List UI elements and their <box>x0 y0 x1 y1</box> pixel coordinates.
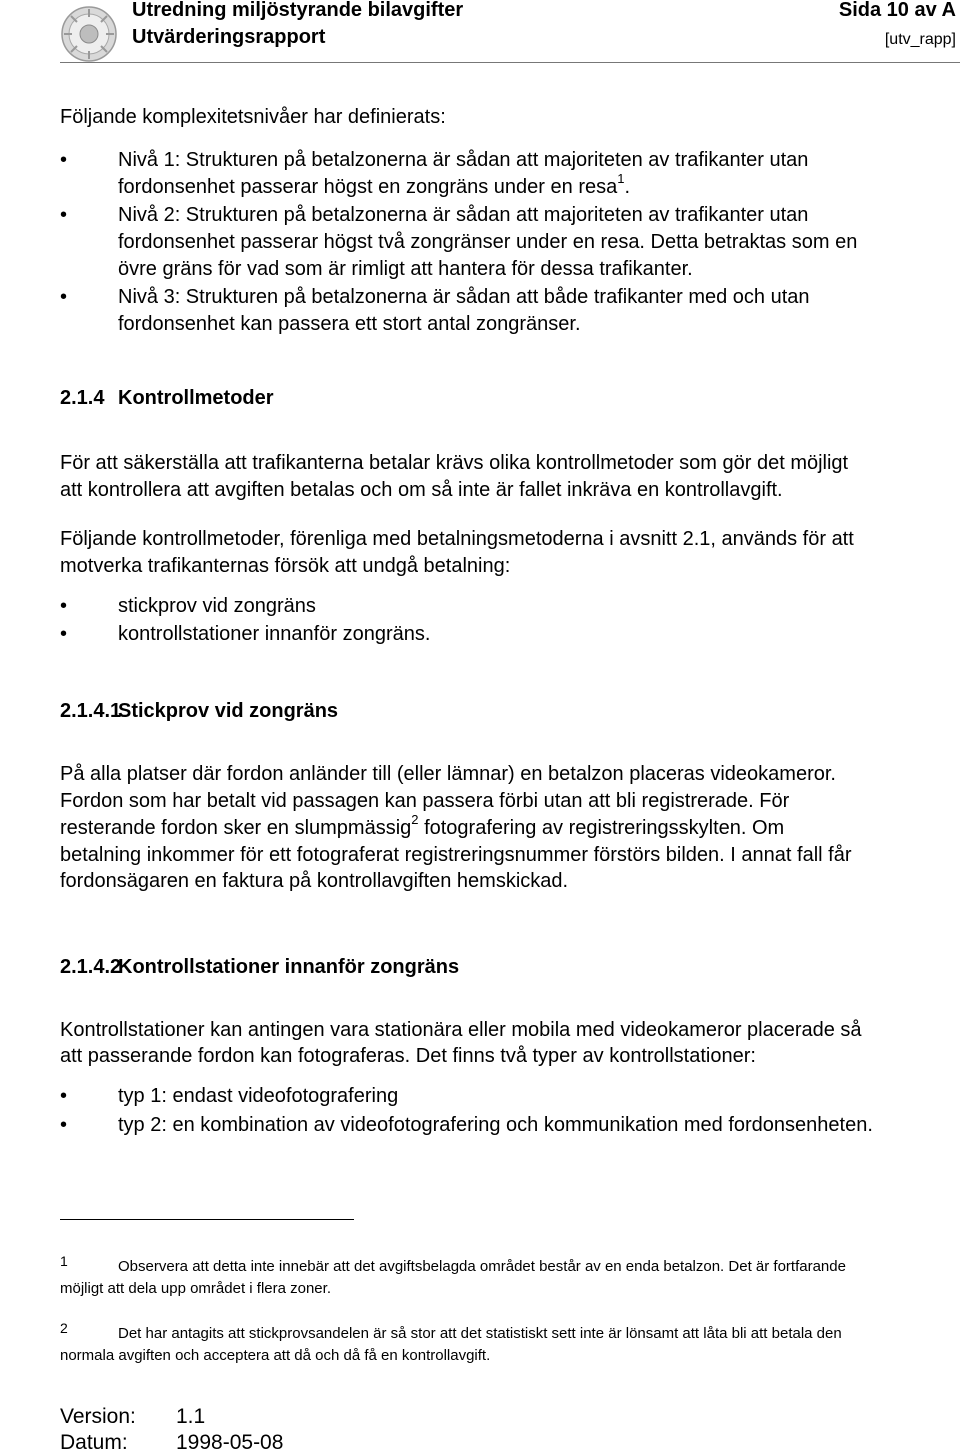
version-label: Version: <box>60 1405 136 1428</box>
intro-text: Följande komplexitetsnivåer har definierats: <box>60 106 446 128</box>
section-number: 2.1.4.2 <box>60 956 122 978</box>
bullet-icon: • <box>60 149 68 171</box>
paragraph-line: att kontrollera att avgiften betalas och om så inte är fallet inkräva en kontrollavgift. <box>60 479 783 501</box>
section-number: 2.1.4 <box>60 387 105 409</box>
header-divider <box>60 62 960 63</box>
paragraph-line: motverka trafikanternas försök att undgå betalning: <box>60 555 511 577</box>
bullet-icon: • <box>60 595 68 617</box>
paragraph-line: att passerande fordon kan fotograferas. Det finns två typer av kontrollstationer: <box>60 1045 756 1067</box>
footnote-text: Observera att detta inte innebär att det avgiftsbelagda området består av en enda betalzon. Det är fortfarande <box>118 1258 846 1275</box>
seal-logo-icon <box>60 5 118 63</box>
level-1-line-1: Nivå 1: Strukturen på betalzonerna är sådan att majoriteten av trafikanter utan <box>118 149 809 171</box>
paragraph-line: Kontrollstationer kan antingen vara stationära eller mobila med videokameror placerade så <box>60 1019 862 1041</box>
footnote-divider <box>60 1219 354 1220</box>
date-label: Datum: <box>60 1431 128 1454</box>
method-item: stickprov vid zongräns <box>118 595 316 617</box>
paragraph-line: fordonsägaren en faktura på kontrollavgiften hemskickad. <box>60 870 569 892</box>
page-indicator: Sida 10 av A <box>838 0 956 21</box>
section-number: 2.1.4.1 <box>60 700 122 722</box>
footnote-ref-2: 2 <box>411 812 419 828</box>
level-2-line-2: fordonsenhet passerar högst två zongränser under en resa. Detta betraktas som en <box>118 231 858 253</box>
bullet-icon: • <box>60 286 68 308</box>
section-title: Stickprov vid zongräns <box>118 700 339 722</box>
footnote-text: möjligt att dela upp området i flera zoner. <box>60 1280 331 1297</box>
bullet-icon: • <box>60 1085 68 1107</box>
paragraph-line: Fordon som har betalt vid passagen kan passera förbi utan att bli registrerade. För <box>60 790 790 812</box>
station-type-item: typ 1: endast videofotografering <box>118 1085 399 1107</box>
paragraph-line: För att säkerställa att trafikanterna betalar krävs olika kontrollmetoder som gör det möjligt <box>60 452 849 474</box>
footnote-number: 1 <box>60 1253 68 1269</box>
bullet-icon: • <box>60 623 68 645</box>
station-type-item: typ 2: en kombination av videofotografering och kommunikation med fordonsenheten. <box>118 1114 873 1136</box>
bullet-icon: • <box>60 1114 68 1136</box>
level-3-line-1: Nivå 3: Strukturen på betalzonerna är sådan att både trafikanter med och utan <box>118 286 810 308</box>
footnote-text: normala avgiften och acceptera att då och då få en kontrollavgift. <box>60 1347 491 1364</box>
section-title: Kontrollstationer innanför zongräns <box>118 956 460 978</box>
level-3-line-2: fordonsenhet kan passera ett stort antal zongränser. <box>118 313 581 335</box>
level-1-line-2: fordonsenhet passerar högst en zongräns under en resa$^1$. <box>118 171 631 198</box>
section-title: Kontrollmetoder <box>118 387 274 409</box>
paragraph-line: betalning inkommer för ett fotograferat registreringsnummer förstörs bilden. I annat fall får <box>60 844 852 866</box>
level-2-line-1: Nivå 2: Strukturen på betalzonerna är sådan att majoriteten av trafikanter utan <box>118 204 809 226</box>
bullet-icon: • <box>60 204 68 226</box>
date-value: 1998-05-08 <box>176 1431 284 1454</box>
document-reference: [utv_rapp] <box>884 31 956 48</box>
document-subtitle: Utvärderingsrapport <box>132 26 326 48</box>
level-2-line-3: övre gräns för vad som är rimligt att hantera för dessa trafikanter. <box>118 258 693 280</box>
paragraph-line: På alla platser där fordon anländer till (eller lämnar) en betalzon placeras videokameror. <box>60 763 836 785</box>
footnote-number: 2 <box>60 1320 68 1336</box>
footnote-text: Det har antagits att stickprovsandelen är så stor att det statistiskt sett inte är lönsamt att låta bli att betala den <box>118 1325 842 1342</box>
method-item: kontrollstationer innanför zongräns. <box>118 623 431 645</box>
version-value: 1.1 <box>176 1405 206 1428</box>
footnote-ref-1: 1 <box>617 171 625 187</box>
document-title: Utredning miljöstyrande bilavgifter <box>132 0 464 21</box>
paragraph-line: Följande kontrollmetoder, förenliga med betalningsmetoderna i avsnitt 2.1, används för att <box>60 528 854 550</box>
paragraph-line: resterande fordon sker en slumpmässig$^2$ fotografering av registreringsskylten. Om <box>60 812 785 839</box>
